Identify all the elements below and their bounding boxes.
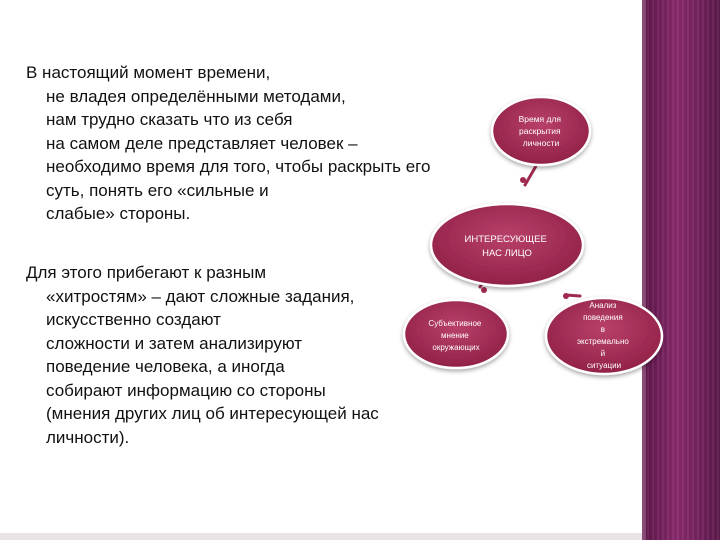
text-line: собирают информацию со стороны [46,380,326,400]
node-left-line: мнение [441,331,469,340]
text-line: Для этого прибегают к разным [26,263,267,282]
node-center-line: ИНТЕРЕСУЮЩЕЕ [464,234,547,245]
connector-left-dot [481,287,487,293]
node-left-line: окружающих [432,343,480,352]
text-line: слабые» стороны. [46,204,191,223]
text-line: «хитростям» – дают сложные задания, [46,286,355,306]
node-top-line: раскрытия [519,126,561,136]
node-top-line: Время для [518,114,562,124]
node-center-line: НАС ЛИЦО [482,248,532,259]
text-line: искусственно создают [46,310,221,329]
text-line: (мнения других лиц об интересующей нас [46,404,379,423]
text-line: необходимо время для того, чтобы раскрыть его [46,157,431,176]
node-right-line: в [600,325,606,334]
connector-top [525,166,536,185]
node-right-line: Анализ [589,301,617,310]
node-right-line: поведения [583,313,623,322]
text-line: суть, понять его «сильные и [46,180,269,200]
text-line: поведение человека, а иногда [46,357,285,376]
text-line: не владея определёнными методами, [46,86,346,106]
node-left-line: Субъективное [428,319,482,328]
text-line: личности). [46,427,130,447]
node-person-of-interest [431,204,583,286]
text-line: нам трудно сказать что из себя [46,110,293,129]
node-right-line: экстремально [576,337,629,346]
text-line: сложности и затем анализируют [46,333,303,353]
connector-top-dot [520,177,526,183]
node-right-line: ситуации [586,361,622,370]
node-top-line: личности [522,138,560,148]
svg-text:Время для раскрытия [519,114,564,148]
text-line: В настоящий момент времени, [26,63,271,82]
node-right-line: й [600,349,606,358]
text-line: на самом деле представляет человек – [46,133,358,153]
connector-right-dot [563,293,569,299]
